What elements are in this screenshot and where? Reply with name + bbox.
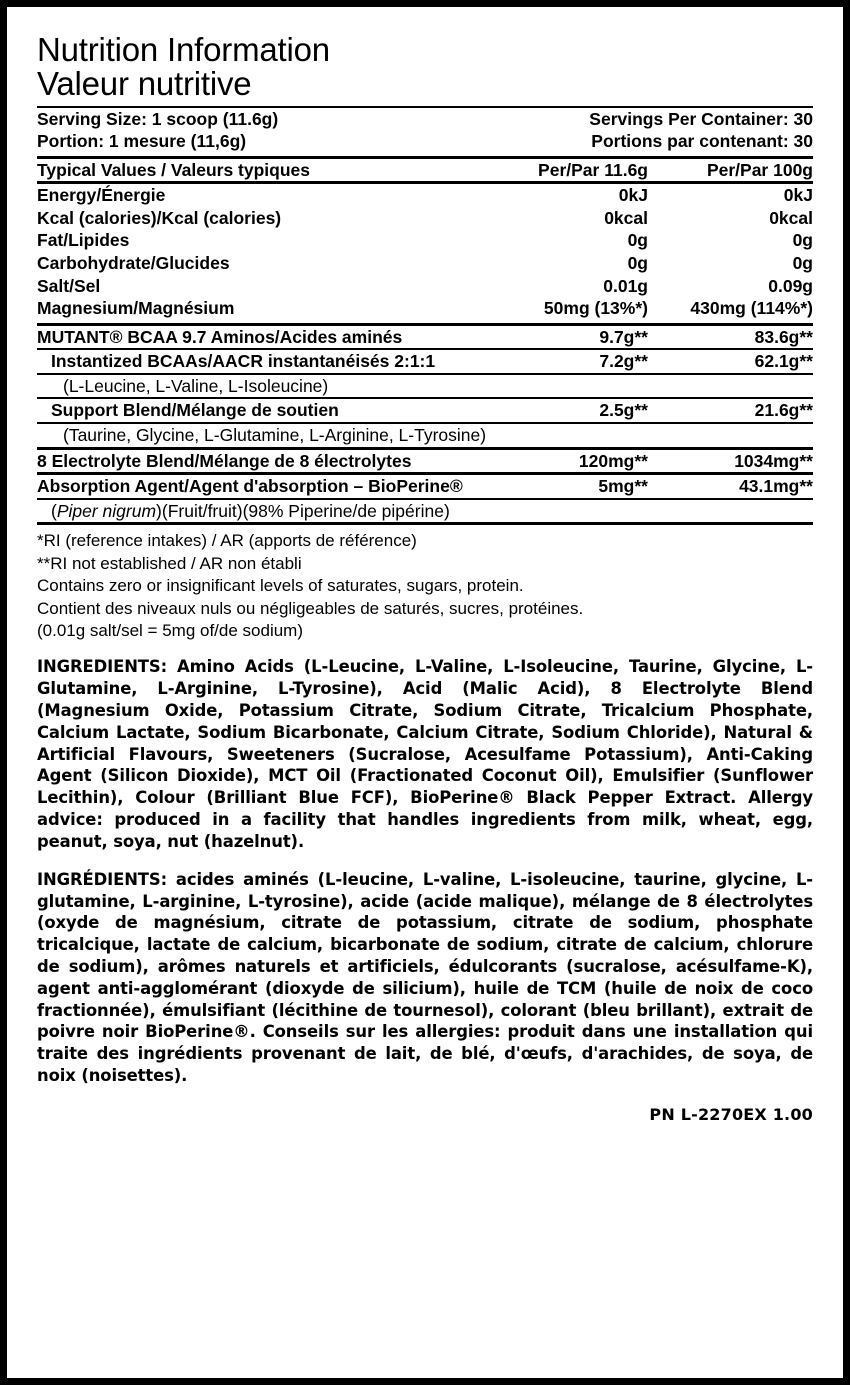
ingredients-en: INGREDIENTS: Amino Acids (L-Leucine, L-Valine, L-Isoleucine, Taurine, Glycine, L-Glutamine, L-Arginine, L-Tyrosine), Acid (Malic Acid), 8 Electrolyte Blend (Magnesium Oxide, Potassium Citrate, Sodium Citrate, Tricalcium Phosphate, Calcium Lactate, Sodium Bicarbonate, Calcium Citrate, Sodium Chloride), Natural & Artificial Flavours, Sweeteners (Sucralose, Acesulfame Potassium), Anti-Caking Agent (Silicon Dioxide), MCT Oil (Fractionated Coconut Oil), Emulsifier (Sunflower Lecithin), Colour (Brilliant Blue FCF), BioPerine® Black Pepper Extract. Allergy advice: produced in a facility that handles ingredients from milk, wheat, egg, peanut, soya, nut (hazelnut).: [37, 657, 813, 851]
electrolyte-value-per-100g: 1034mg**: [734, 450, 813, 471]
support-value-per-serving: 2.5g**: [599, 400, 648, 421]
ingredients-fr: INGRÉDIENTS: acides aminés (L-leucine, L-valine, L-isoleucine, taurine, glycine, L-glutamine, L-arginine, L-tyrosine), acide (acide malique), mélange de 8 électrolytes (oxyde de magnésium, citrate de potassium, citrate de sodium, phosphate tricalcique, lactate de calcium, bicarbonate de sodium, citrate de calcium, chlorure de sodium), arômes naturels et artificiels, édulcorants (sucralose, acésulfame-K), agent anti-agglomérant (dioxyde de silicium), huile de TCM (huile de noix de coco fractionnée), émulsifiant (lécithine de tournesol), colorant (bleu brillant), extrait de poivre noir BioPerine®. Conseils sur les allergies: produit dans une installation qui traite des ingrédients provenant de lait, de blé, d'œufs, d'arachides, de soya, de noix (noisettes).: [37, 869, 813, 1085]
nutrient-value-per-100g: 0g: [792, 253, 813, 273]
table-row: [37, 229, 813, 252]
electrolyte-value-per-serving: 120mg**: [578, 450, 648, 471]
footnote-ri-not-established: **RI not established / AR non établi: [37, 553, 302, 573]
table-row: [37, 252, 813, 275]
absorption-detail: (Piper nigrum)(Fruit/fruit)(98% Piperine/de pipérine): [51, 500, 450, 521]
footnote-ri: *RI (reference intakes) / AR (apports de référence): [37, 531, 417, 551]
nutrient-rows-table: [37, 184, 813, 319]
serving-row-en: [37, 108, 813, 131]
servings-per-container-fr: Portions par contenant: 30: [591, 131, 813, 152]
nutrient-value-per-100g: 0kcal: [769, 207, 813, 228]
bcaa-value-per-100g: 62.1g**: [754, 351, 813, 372]
bcaa-row: [37, 350, 813, 373]
electrolyte-label: 8 Electrolyte Blend/Mélange de 8 électrolytes: [37, 450, 412, 471]
absorption-detail-italic: Piper nigrum: [56, 500, 157, 521]
bcaa-table: [37, 350, 813, 373]
nutrient-value-per-serving: 0g: [627, 253, 648, 273]
bcaa-detail-row: [37, 375, 813, 398]
absorption-detail-rest: )(Fruit/fruit)(98% Piperine/de pipérine): [156, 500, 450, 521]
nutrition-table: [37, 159, 813, 182]
bcaa-value-per-serving: 7.2g**: [599, 351, 648, 372]
nutrient-value-per-100g: 0kJ: [783, 185, 813, 206]
nutrient-value-per-100g: 0.09g: [768, 275, 813, 296]
nutrient-label: Kcal (calories)/Kcal (calories): [37, 207, 282, 228]
panel-title-en: Nutrition Information: [37, 31, 330, 68]
servings-per-container-en: Servings Per Container: 30: [589, 108, 813, 129]
nutrition-facts-panel: [37, 33, 813, 642]
serving-row-fr: [37, 130, 813, 153]
column-header-row: [37, 159, 813, 182]
absorption-label: Absorption Agent/Agent d'absorption – BioPerine®: [37, 476, 463, 497]
support-detail: (Taurine, Glycine, L-Glutamine, L-Arginine, L-Tyrosine): [63, 424, 487, 445]
support-detail-table: [37, 424, 813, 447]
part-number: PN L-2270EX 1.00: [649, 1104, 813, 1124]
absorption-table: [37, 475, 813, 498]
footnotes: [37, 525, 813, 642]
table-row: [37, 207, 813, 230]
serving-size-en: Serving Size: 1 scoop (11.6g): [37, 108, 279, 129]
support-label: Support Blend/Mélange de soutien: [51, 400, 339, 421]
blend-row: [37, 326, 813, 349]
footnote-zero-levels-en: Contains zero or insignificant levels of saturates, sugars, protein.: [37, 576, 524, 596]
bcaa-label: Instantized BCAAs/AACR instantanéisés 2:1:1: [51, 351, 436, 372]
nutrient-label: Fat/Lipides: [37, 230, 130, 251]
absorption-detail-row: [37, 500, 813, 523]
support-blend-table: [37, 399, 813, 422]
nutrient-value-per-serving: 0.01g: [603, 275, 648, 296]
table-row: [37, 184, 813, 207]
serving-size-fr: Portion: 1 mesure (11,6g): [37, 131, 247, 152]
table-row: [37, 275, 813, 298]
table-row: [37, 297, 813, 320]
absorption-row: [37, 475, 813, 498]
footnote-zero-levels-fr: Contient des niveaux nuls ou négligeables de saturés, sucres, protéines.: [37, 598, 584, 618]
absorption-detail-table: [37, 500, 813, 523]
blend-value-per-serving: 9.7g**: [599, 326, 648, 347]
footnote-salt-conversion: (0.01g salt/sel = 5mg of/de sodium): [37, 620, 303, 640]
support-row: [37, 399, 813, 422]
nutrient-value-per-serving: 0kJ: [618, 185, 648, 206]
absorption-value-per-100g: 43.1mg**: [739, 476, 813, 497]
blend-label: MUTANT® BCAA 9.7 Aminos/Acides aminés: [37, 326, 403, 347]
nutrient-label: Magnesium/Magnésium: [37, 298, 235, 319]
nutrient-value-per-serving: 0g: [627, 230, 648, 251]
absorption-value-per-serving: 5mg**: [598, 476, 648, 497]
column-header-label: Typical Values / Valeurs typiques: [37, 159, 310, 180]
electrolyte-table: [37, 450, 813, 473]
column-header-right: Per/Par 100g: [706, 159, 813, 180]
nutrient-label: Carbohydrate/Glucides: [37, 253, 230, 273]
blend-value-per-100g: 83.6g**: [754, 326, 813, 347]
electrolyte-row: [37, 450, 813, 473]
nutrient-value-per-100g: 0g: [792, 230, 813, 251]
nutrient-value-per-100g: 430mg (114%*): [690, 298, 813, 319]
support-detail-row: [37, 424, 813, 447]
bcaa-detail: (L-Leucine, L-Valine, L-Isoleucine): [63, 375, 329, 396]
nutrient-value-per-serving: 0kcal: [604, 207, 648, 228]
column-header-mid: Per/Par 11.6g: [538, 159, 648, 180]
nutrient-label: Energy/Énergie: [37, 185, 166, 206]
panel-title-fr: Valeur nutritive: [37, 65, 252, 103]
nutrient-value-per-serving: 50mg (13%*): [543, 298, 648, 319]
blend-table: [37, 326, 813, 349]
nutrient-label: Salt/Sel: [37, 275, 101, 296]
support-value-per-100g: 21.6g**: [754, 400, 813, 421]
serving-info-table: [37, 108, 813, 153]
bcaa-detail-table: [37, 375, 813, 398]
